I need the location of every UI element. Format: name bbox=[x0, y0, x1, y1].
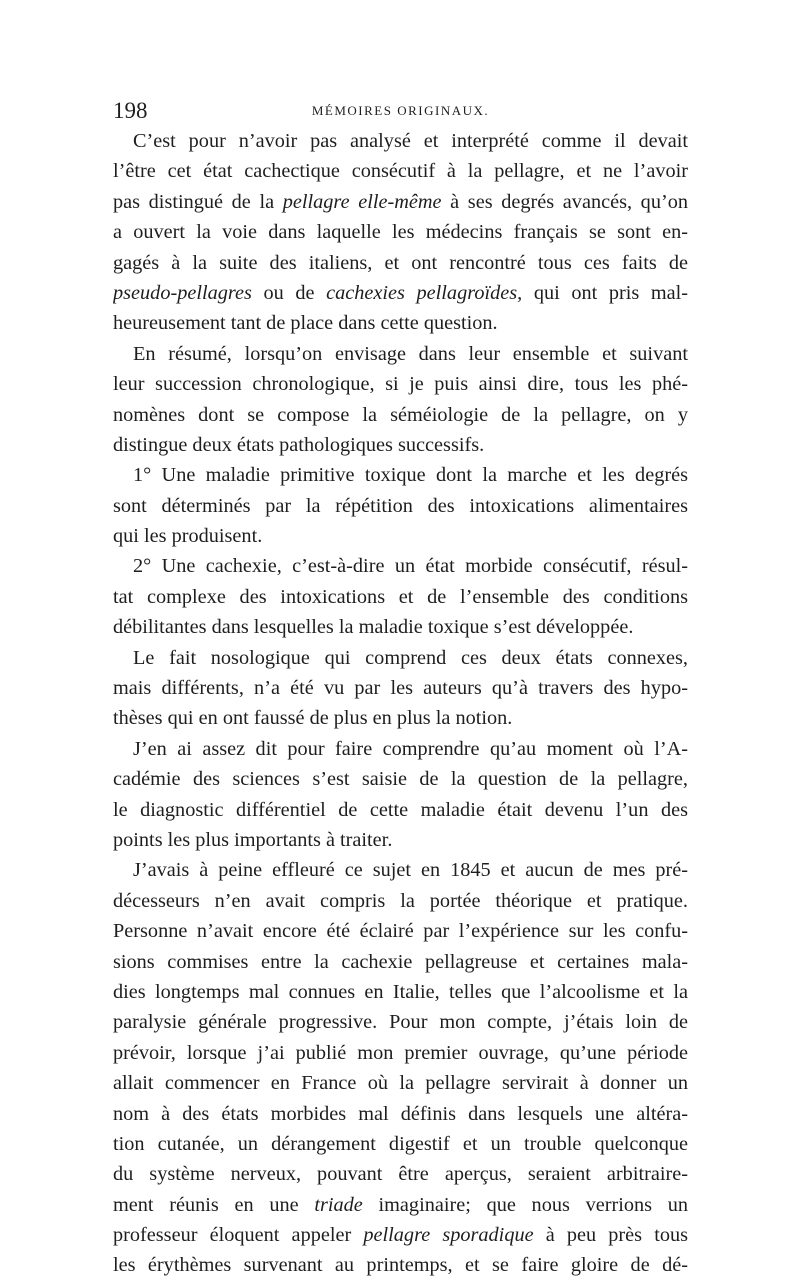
italic-term: pseudo-pellagres bbox=[113, 281, 252, 304]
text-line: Le fait nosologique qui comprend ces deux états connexes, bbox=[133, 646, 688, 669]
paragraph bbox=[113, 551, 688, 642]
text-segment: à peu près tous bbox=[533, 1224, 688, 1247]
text-line: distingue deux états pathologiques successifs. bbox=[113, 433, 485, 456]
text-segment: qui ont pris mal- bbox=[522, 281, 688, 304]
text-line: débilitantes dans lesquelles la maladie toxique s’est développée. bbox=[113, 616, 634, 639]
text-line: J’avais à peine effleuré ce sujet en 1845 et aucun de mes pré- bbox=[133, 859, 688, 882]
text-line: En résumé, lorsqu’on envisage dans leur ensemble et suivant bbox=[133, 342, 688, 365]
book-page bbox=[113, 96, 688, 1281]
text-line: les érythèmes survenant au printemps, et se faire gloire de dé- bbox=[113, 1254, 688, 1277]
paragraph bbox=[113, 643, 688, 734]
running-head: MÉMOIRES ORIGINAUX. bbox=[311, 103, 490, 118]
text-line: tion cutanée, un dérangement digestif et un trouble quelconque bbox=[113, 1132, 688, 1155]
text-line: 2° Une cachexie, c’est-à-dire un état morbide consécutif, résul- bbox=[133, 555, 688, 578]
paragraph bbox=[113, 734, 688, 856]
text-line bbox=[113, 1190, 688, 1220]
text-segment: pas distingué de la bbox=[113, 190, 283, 213]
text-line: prévoir, lorsque j’ai publié mon premier ouvrage, qu’une période bbox=[113, 1041, 688, 1064]
text-segment: ou de bbox=[251, 281, 327, 304]
text-line: qui les produisent. bbox=[113, 525, 263, 548]
italic-term: triade bbox=[314, 1193, 363, 1216]
text-segment: professeur éloquent appeler bbox=[113, 1224, 364, 1247]
text-line: mais différents, n’a été vu par les auteurs qu’à travers des hypo- bbox=[113, 677, 688, 700]
text-line: J’en ai assez dit pour faire comprendre qu’au moment où l’A- bbox=[133, 737, 688, 760]
text-segment: imaginaire; que nous verrions un bbox=[362, 1193, 688, 1216]
text-line: paralysie générale progressive. Pour mon compte, j’étais loin de bbox=[113, 1011, 688, 1034]
text-line: sont déterminés par la répétition des intoxications alimentaires bbox=[113, 494, 688, 517]
italic-term: cachexies pellagroïdes, bbox=[326, 281, 523, 304]
text-line: leur succession chronologique, si je puis ainsi dire, tous les phé- bbox=[113, 373, 688, 396]
page-number: 198 bbox=[113, 98, 148, 123]
text-line: thèses qui en ont faussé de plus en plus la notion. bbox=[113, 707, 513, 730]
italic-term: pellagre sporadique bbox=[363, 1224, 534, 1247]
text-line: heureusement tant de place dans cette question. bbox=[113, 312, 498, 335]
text-line: sions commises entre la cachexie pellagreuse et certaines mala- bbox=[113, 950, 688, 973]
paragraph bbox=[113, 855, 688, 1280]
text-line: du système nerveux, pouvant être aperçus, seraient arbitraire- bbox=[113, 1163, 688, 1186]
paragraph bbox=[113, 460, 688, 551]
text-line: cadémie des sciences s’est saisie de la question de la pellagre, bbox=[113, 768, 688, 791]
text-line: décesseurs n’en avait compris la portée théorique et pratique. bbox=[113, 889, 688, 912]
text-line: allait commencer en France où la pellagre servirait à donner un bbox=[113, 1072, 688, 1095]
italic-term: pellagre elle-même bbox=[282, 190, 442, 213]
paragraph bbox=[113, 126, 688, 339]
page-header bbox=[113, 96, 688, 126]
text-line bbox=[113, 1220, 688, 1250]
text-line: l’être cet état cachectique consécutif à la pellagre, et ne l’avoir bbox=[113, 160, 688, 183]
body-text bbox=[113, 126, 688, 1281]
text-line: nom à des états morbides mal définis dans lesquels une altéra- bbox=[113, 1102, 688, 1125]
text-line bbox=[113, 187, 688, 217]
text-line: C’est pour n’avoir pas analysé et interprété comme il devait bbox=[133, 130, 688, 152]
text-line: nomènes dont se compose la séméiologie de la pellagre, on y bbox=[113, 403, 688, 426]
text-line: points les plus importants à traiter. bbox=[113, 828, 393, 851]
paragraph bbox=[113, 339, 688, 461]
text-line: dies longtemps mal connues en Italie, telles que l’alcoolisme et la bbox=[113, 980, 688, 1003]
text-line: tat complexe des intoxications et de l’ensemble des conditions bbox=[113, 585, 688, 608]
text-line bbox=[113, 278, 688, 308]
text-line: Personne n’avait encore été éclairé par l’expérience sur les confu- bbox=[113, 920, 688, 943]
text-line: le diagnostic différentiel de cette maladie était devenu l’un des bbox=[113, 798, 688, 821]
text-line: gagés à la suite des italiens, et ont rencontré tous ces faits de bbox=[113, 251, 688, 274]
text-segment: à ses degrés avancés, qu’on bbox=[441, 190, 688, 213]
text-segment: ment réunis en une bbox=[113, 1193, 315, 1216]
text-line: a ouvert la voie dans laquelle les médecins français se sont en- bbox=[113, 221, 688, 244]
text-line: 1° Une maladie primitive toxique dont la marche et les degrés bbox=[133, 464, 688, 487]
